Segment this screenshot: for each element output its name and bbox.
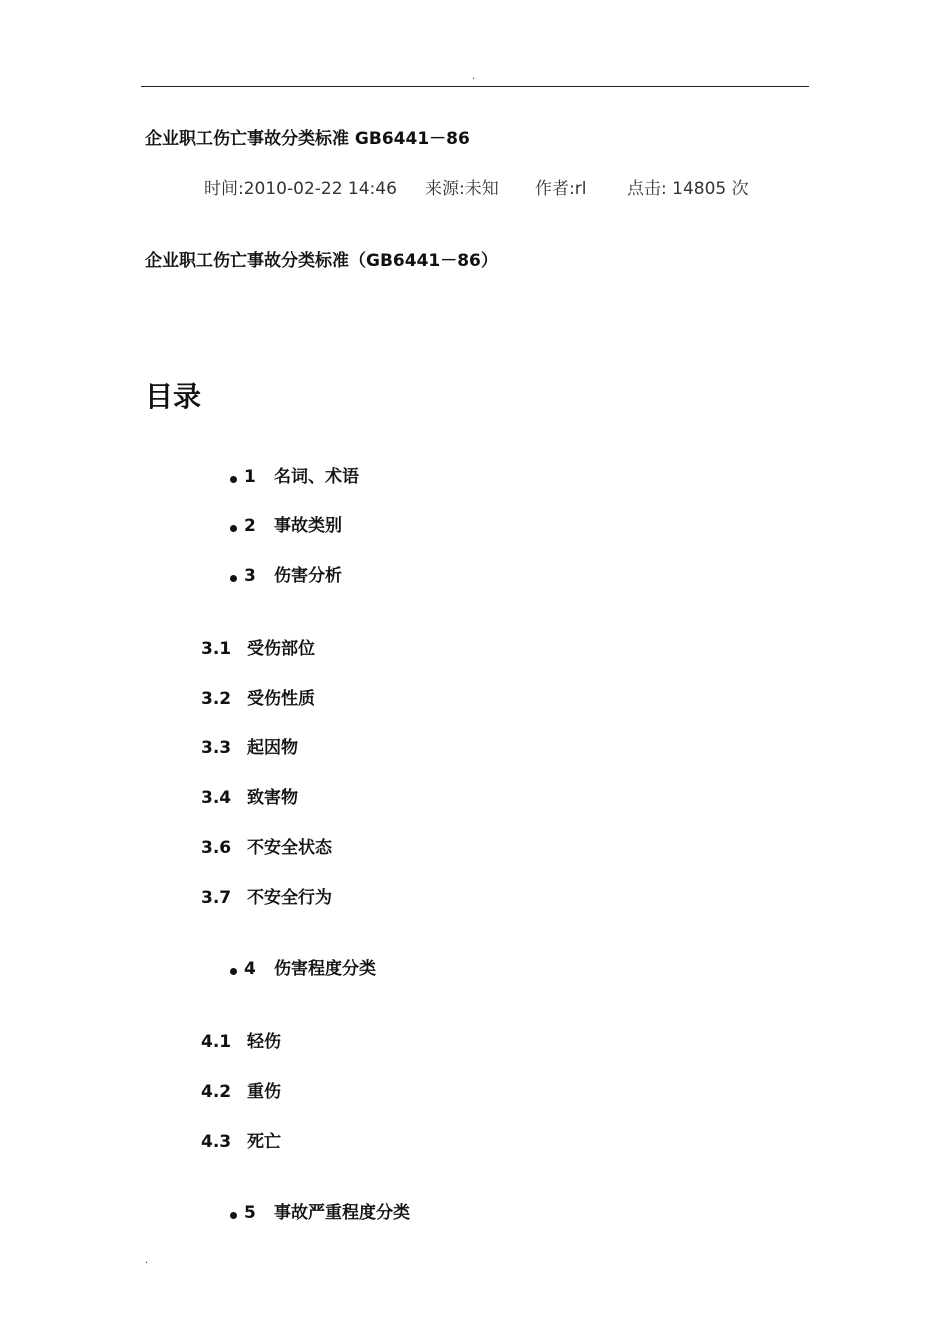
meta-clicks: 点击: 14805 次 [627,179,749,199]
toc-subitem[interactable] [201,1130,281,1154]
meta-author: 作者:rl [535,179,587,199]
toc-subitem[interactable] [201,687,315,711]
bullet-icon [230,1212,237,1219]
toc-subitem-number: 4.2 [201,1082,232,1102]
toc-subitem-number: 3.3 [201,738,232,758]
toc-item[interactable] [230,957,376,981]
toc-subitem-label: 死亡 [247,1132,281,1152]
document-title: 企业职工伤亡事故分类标准 GB6441－86 [145,129,470,149]
toc-item-label: 伤害程度分类 [274,959,376,979]
toc-subitem-number: 4.1 [201,1032,232,1052]
toc-subitem[interactable] [201,836,332,860]
toc-subitem-label: 不安全状态 [247,838,332,858]
header-rule [141,86,809,87]
bullet-icon [230,476,237,483]
toc-subitem-number: 3.1 [201,639,232,659]
meta-time: 时间:2010-02-22 14:46 [204,179,397,199]
toc-subitem-number: 3.4 [201,788,232,808]
toc-subitem-number: 4.3 [201,1132,232,1152]
toc-subitem[interactable] [201,1030,281,1054]
toc-item-label: 事故类别 [274,516,342,536]
toc-subitem-label: 重伤 [247,1082,281,1102]
toc-subitem-number: 3.6 [201,838,232,858]
header-dot: . [472,71,476,82]
toc-item-label: 伤害分析 [274,566,342,586]
toc-item-number: 2 [244,516,256,536]
toc-subitem-label: 不安全行为 [247,888,332,908]
toc-item[interactable] [230,1201,410,1225]
toc-subitem-label: 受伤部位 [247,639,315,659]
toc-item[interactable] [230,564,342,588]
bullet-icon [230,525,237,532]
toc-item[interactable] [230,514,342,538]
toc-subitem[interactable] [201,886,332,910]
toc-item-number: 4 [244,959,256,979]
footer-dot: . [145,1255,149,1266]
toc-subitem-label: 轻伤 [247,1032,281,1052]
toc-subitem-number: 3.7 [201,888,232,908]
document-subtitle: 企业职工伤亡事故分类标准（GB6441－86） [145,251,498,271]
toc-item-number: 5 [244,1203,256,1223]
toc-subitem-label: 致害物 [247,788,298,808]
bullet-icon [230,575,237,582]
toc-item[interactable] [230,465,359,489]
bullet-icon [230,968,237,975]
meta-source: 来源:未知 [425,179,499,199]
toc-item-label: 名词、术语 [274,467,359,487]
toc-subitem[interactable] [201,786,298,810]
toc-item-number: 3 [244,566,256,586]
toc-subitem-label: 受伤性质 [247,689,315,709]
toc-item-number: 1 [244,467,256,487]
toc-subitem-label: 起因物 [247,738,298,758]
toc-subitem[interactable] [201,736,298,760]
toc-heading: 目录 [145,380,202,413]
toc-subitem-number: 3.2 [201,689,232,709]
toc-subitem[interactable] [201,637,315,661]
toc-item-label: 事故严重程度分类 [274,1203,410,1223]
toc-subitem[interactable] [201,1080,281,1104]
